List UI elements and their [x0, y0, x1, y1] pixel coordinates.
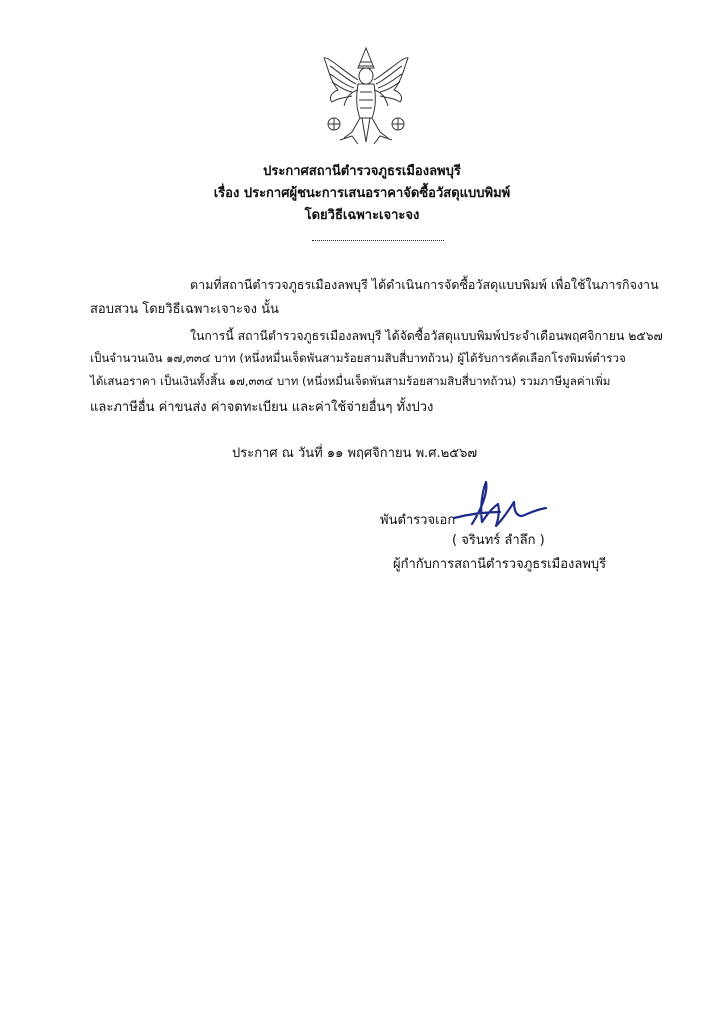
announcement-method: โดยวิธีเฉพาะเจาะจง [304, 208, 420, 223]
paragraph-1-line-1: ตามที่สถานีตำรวจภูธรเมืองลพบุรี ได้ดำเนินการจัดซื้อวัสดุแบบพิมพ์ เพื่อใช้ในภารกิจงาน [190, 277, 659, 292]
paragraph-2-line-4: และภาษีอื่น ค่าขนส่ง ค่าจดทะเบียน และค่าใช้จ่ายอื่นๆ ทั้งปวง [90, 400, 434, 415]
separator-dotted-line [312, 234, 444, 241]
signer-rank: พันตำรวจเอก [380, 513, 456, 528]
garuda-emblem-icon [322, 46, 410, 148]
announcement-date: ประกาศ ณ วันที่ ๑๑ พฤศจิกายน พ.ศ.๒๕๖๗ [232, 446, 478, 461]
handwritten-signature [452, 478, 548, 534]
signer-position: ผู้กำกับการสถานีตำรวจภูธรเมืองลพบุรี [393, 557, 607, 572]
paragraph-2-line-3: ได้เสนอราคา เป็นเงินทั้งสิ้น ๑๗,๓๓๔ บาท (หนึ่งหมื่นเจ็ดพันสามร้อยสามสิบสี่บาทถ้วน) รวมภาษีมูลค่าเพิ่ม [90, 374, 611, 388]
paragraph-1-line-2: สอบสวน โดยวิธีเฉพาะเจาะจง นั้น [90, 302, 279, 317]
paragraph-2-line-1: ในการนี้ สถานีตำรวจภูธรเมืองลพบุรี ได้จัดซื้อวัสดุแบบพิมพ์ประจำเดือนพฤศจิกายน ๒๕๖๗ [190, 329, 663, 343]
announcement-subject: เรื่อง ประกาศผู้ชนะการเสนอราคาจัดซื้อวัสดุแบบพิมพ์ [213, 186, 511, 201]
paragraph-2-line-2: เป็นจำนวนเงิน ๑๗,๓๓๔ บาท (หนึ่งหมื่นเจ็ดพันสามร้อยสามสิบสี่บาทถ้วน) ผู้ได้รับการคัดเลือกโรงพิมพ์ตำรวจ [90, 351, 626, 365]
signer-name: ( จรินทร์ ลำลึก ) [452, 533, 545, 548]
announcement-title: ประกาศสถานีตำรวจภูธรเมืองลพบุรี [263, 164, 461, 179]
